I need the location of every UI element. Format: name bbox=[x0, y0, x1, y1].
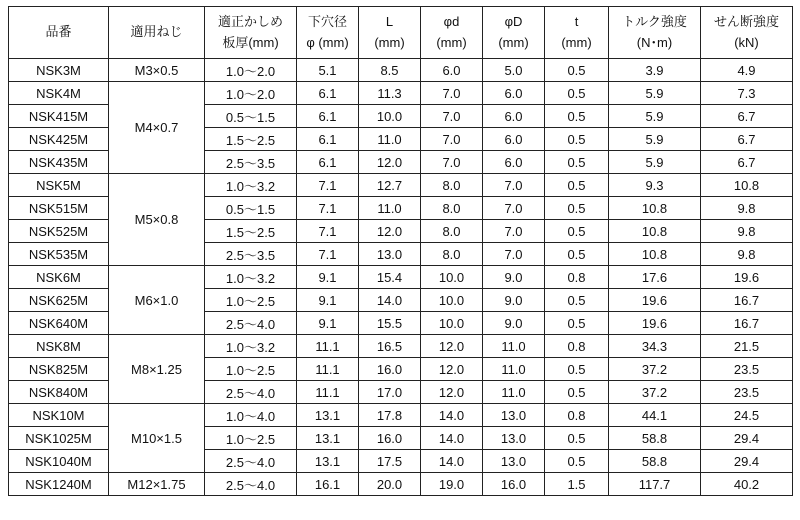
value-cell: 7.0 bbox=[483, 174, 545, 197]
value-cell: 2.5～3.5 bbox=[205, 151, 297, 174]
value-cell: 12.7 bbox=[359, 174, 421, 197]
value-cell: 11.1 bbox=[297, 358, 359, 381]
value-cell: 2.5～4.0 bbox=[205, 450, 297, 473]
column-header-line2: (N･m) bbox=[636, 34, 673, 50]
value-cell: 0.5 bbox=[545, 358, 609, 381]
column-header bbox=[297, 7, 359, 59]
value-cell: 58.8 bbox=[609, 427, 701, 450]
table-row bbox=[9, 59, 793, 82]
value-cell: 10.8 bbox=[609, 220, 701, 243]
value-cell: 1.0～3.2 bbox=[205, 174, 297, 197]
value-cell: 0.8 bbox=[545, 335, 609, 358]
value-cell: 11.0 bbox=[483, 381, 545, 404]
part-number-cell: NSK840M bbox=[9, 381, 109, 404]
value-cell: 0.5 bbox=[545, 105, 609, 128]
value-cell: 0.5 bbox=[545, 381, 609, 404]
value-cell: 9.8 bbox=[701, 220, 793, 243]
column-header-line2: (mm) bbox=[561, 34, 592, 50]
value-cell: 7.0 bbox=[483, 197, 545, 220]
part-number-cell: NSK5M bbox=[9, 174, 109, 197]
value-cell: 7.0 bbox=[421, 151, 483, 174]
value-cell: 13.0 bbox=[359, 243, 421, 266]
column-header-line1: トルク強度 bbox=[622, 14, 687, 30]
value-cell: 2.5～4.0 bbox=[205, 473, 297, 496]
value-cell: 1.0～2.0 bbox=[205, 82, 297, 105]
column-header bbox=[359, 7, 421, 59]
value-cell: 11.1 bbox=[297, 381, 359, 404]
value-cell: 10.8 bbox=[609, 243, 701, 266]
column-header-line2: 板厚(mm) bbox=[222, 34, 279, 50]
thread-cell: M3×0.5 bbox=[109, 59, 205, 82]
value-cell: 8.0 bbox=[421, 174, 483, 197]
value-cell: 12.0 bbox=[359, 151, 421, 174]
value-cell: 5.9 bbox=[609, 128, 701, 151]
value-cell: 19.6 bbox=[701, 266, 793, 289]
value-cell: 6.7 bbox=[701, 105, 793, 128]
value-cell: 7.0 bbox=[421, 82, 483, 105]
column-header bbox=[701, 7, 793, 59]
value-cell: 0.5 bbox=[545, 128, 609, 151]
column-header bbox=[609, 7, 701, 59]
value-cell: 11.1 bbox=[297, 335, 359, 358]
value-cell: 16.0 bbox=[483, 473, 545, 496]
value-cell: 7.1 bbox=[297, 174, 359, 197]
value-cell: 7.1 bbox=[297, 243, 359, 266]
value-cell: 4.9 bbox=[701, 59, 793, 82]
value-cell: 29.4 bbox=[701, 450, 793, 473]
value-cell: 10.0 bbox=[359, 105, 421, 128]
value-cell: 1.5～2.5 bbox=[205, 128, 297, 151]
value-cell: 0.5 bbox=[545, 312, 609, 335]
value-cell: 2.5～3.5 bbox=[205, 243, 297, 266]
value-cell: 10.0 bbox=[421, 289, 483, 312]
value-cell: 9.1 bbox=[297, 266, 359, 289]
value-cell: 17.8 bbox=[359, 404, 421, 427]
value-cell: 6.7 bbox=[701, 151, 793, 174]
value-cell: 19.6 bbox=[609, 312, 701, 335]
part-number-cell: NSK625M bbox=[9, 289, 109, 312]
value-cell: 0.5 bbox=[545, 220, 609, 243]
value-cell: 16.0 bbox=[359, 427, 421, 450]
table-row bbox=[9, 174, 793, 197]
value-cell: 117.7 bbox=[609, 473, 701, 496]
value-cell: 17.5 bbox=[359, 450, 421, 473]
part-number-cell: NSK8M bbox=[9, 335, 109, 358]
value-cell: 9.0 bbox=[483, 312, 545, 335]
thread-cell: M4×0.7 bbox=[109, 82, 205, 174]
column-header-line1: φd bbox=[443, 14, 460, 30]
value-cell: 0.8 bbox=[545, 266, 609, 289]
value-cell: 13.1 bbox=[297, 404, 359, 427]
value-cell: 9.8 bbox=[701, 197, 793, 220]
value-cell: 19.0 bbox=[421, 473, 483, 496]
column-header bbox=[109, 7, 205, 59]
value-cell: 6.0 bbox=[421, 59, 483, 82]
value-cell: 7.0 bbox=[483, 243, 545, 266]
value-cell: 0.5 bbox=[545, 243, 609, 266]
column-header bbox=[421, 7, 483, 59]
column-header-line1: 下穴径 bbox=[307, 14, 347, 30]
value-cell: 10.0 bbox=[421, 266, 483, 289]
value-cell: 5.9 bbox=[609, 151, 701, 174]
value-cell: 3.9 bbox=[609, 59, 701, 82]
value-cell: 9.1 bbox=[297, 312, 359, 335]
value-cell: 17.0 bbox=[359, 381, 421, 404]
table-row bbox=[9, 266, 793, 289]
column-header-line1: 品番 bbox=[45, 24, 72, 40]
column-header-line1: せん断強度 bbox=[713, 14, 779, 30]
value-cell: 0.5 bbox=[545, 197, 609, 220]
value-cell: 5.1 bbox=[297, 59, 359, 82]
thread-cell: M6×1.0 bbox=[109, 266, 205, 335]
value-cell: 17.6 bbox=[609, 266, 701, 289]
value-cell: 8.0 bbox=[421, 243, 483, 266]
value-cell: 21.5 bbox=[701, 335, 793, 358]
part-number-cell: NSK6M bbox=[9, 266, 109, 289]
value-cell: 1.5 bbox=[545, 473, 609, 496]
value-cell: 14.0 bbox=[359, 289, 421, 312]
value-cell: 11.0 bbox=[359, 128, 421, 151]
value-cell: 1.0～3.2 bbox=[205, 335, 297, 358]
value-cell: 12.0 bbox=[359, 220, 421, 243]
value-cell: 37.2 bbox=[609, 381, 701, 404]
value-cell: 13.0 bbox=[483, 450, 545, 473]
value-cell: 15.5 bbox=[359, 312, 421, 335]
part-number-cell: NSK640M bbox=[9, 312, 109, 335]
value-cell: 14.0 bbox=[421, 404, 483, 427]
value-cell: 5.9 bbox=[609, 82, 701, 105]
value-cell: 34.3 bbox=[609, 335, 701, 358]
value-cell: 0.5 bbox=[545, 82, 609, 105]
value-cell: 1.0～2.0 bbox=[205, 59, 297, 82]
value-cell: 0.5 bbox=[545, 59, 609, 82]
value-cell: 9.8 bbox=[701, 243, 793, 266]
value-cell: 0.5 bbox=[545, 450, 609, 473]
part-number-cell: NSK425M bbox=[9, 128, 109, 151]
value-cell: 6.7 bbox=[701, 128, 793, 151]
thread-cell: M5×0.8 bbox=[109, 174, 205, 266]
value-cell: 7.1 bbox=[297, 220, 359, 243]
part-number-cell: NSK415M bbox=[9, 105, 109, 128]
value-cell: 7.0 bbox=[421, 105, 483, 128]
value-cell: 8.0 bbox=[421, 197, 483, 220]
value-cell: 6.0 bbox=[483, 82, 545, 105]
value-cell: 8.5 bbox=[359, 59, 421, 82]
value-cell: 5.0 bbox=[483, 59, 545, 82]
part-number-cell: NSK525M bbox=[9, 220, 109, 243]
value-cell: 7.0 bbox=[483, 220, 545, 243]
value-cell: 58.8 bbox=[609, 450, 701, 473]
value-cell: 24.5 bbox=[701, 404, 793, 427]
thread-cell: M8×1.25 bbox=[109, 335, 205, 404]
value-cell: 12.0 bbox=[421, 358, 483, 381]
value-cell: 7.3 bbox=[701, 82, 793, 105]
value-cell: 16.5 bbox=[359, 335, 421, 358]
column-header-line2: (mm) bbox=[498, 34, 529, 50]
value-cell: 37.2 bbox=[609, 358, 701, 381]
column-header-line1: 適正かしめ bbox=[217, 14, 283, 30]
column-header-line1: L bbox=[385, 14, 394, 30]
part-number-cell: NSK3M bbox=[9, 59, 109, 82]
value-cell: 0.5 bbox=[545, 427, 609, 450]
value-cell: 14.0 bbox=[421, 450, 483, 473]
part-number-cell: NSK535M bbox=[9, 243, 109, 266]
value-cell: 12.0 bbox=[421, 381, 483, 404]
value-cell: 6.0 bbox=[483, 128, 545, 151]
value-cell: 9.0 bbox=[483, 289, 545, 312]
column-header-line1: t bbox=[574, 14, 579, 30]
value-cell: 8.0 bbox=[421, 220, 483, 243]
value-cell: 44.1 bbox=[609, 404, 701, 427]
value-cell: 2.5～4.0 bbox=[205, 381, 297, 404]
value-cell: 15.4 bbox=[359, 266, 421, 289]
value-cell: 6.1 bbox=[297, 82, 359, 105]
column-header bbox=[483, 7, 545, 59]
table-row bbox=[9, 473, 793, 496]
value-cell: 13.1 bbox=[297, 427, 359, 450]
column-header bbox=[9, 7, 109, 59]
value-cell: 2.5～4.0 bbox=[205, 312, 297, 335]
value-cell: 23.5 bbox=[701, 381, 793, 404]
column-header-line1: φD bbox=[504, 14, 523, 30]
value-cell: 6.0 bbox=[483, 151, 545, 174]
value-cell: 16.0 bbox=[359, 358, 421, 381]
value-cell: 9.0 bbox=[483, 266, 545, 289]
value-cell: 19.6 bbox=[609, 289, 701, 312]
value-cell: 0.5 bbox=[545, 174, 609, 197]
value-cell: 14.0 bbox=[421, 427, 483, 450]
column-header bbox=[545, 7, 609, 59]
part-number-cell: NSK515M bbox=[9, 197, 109, 220]
value-cell: 7.1 bbox=[297, 197, 359, 220]
value-cell: 0.5 bbox=[545, 151, 609, 174]
value-cell: 11.0 bbox=[483, 358, 545, 381]
part-number-cell: NSK4M bbox=[9, 82, 109, 105]
value-cell: 6.0 bbox=[483, 105, 545, 128]
part-number-cell: NSK10M bbox=[9, 404, 109, 427]
value-cell: 11.3 bbox=[359, 82, 421, 105]
value-cell: 10.0 bbox=[421, 312, 483, 335]
value-cell: 13.1 bbox=[297, 450, 359, 473]
value-cell: 16.7 bbox=[701, 312, 793, 335]
value-cell: 9.3 bbox=[609, 174, 701, 197]
value-cell: 7.0 bbox=[421, 128, 483, 151]
column-header-line2: (kN) bbox=[734, 34, 759, 50]
column-header-line2: (mm) bbox=[374, 34, 405, 50]
value-cell: 20.0 bbox=[359, 473, 421, 496]
value-cell: 40.2 bbox=[701, 473, 793, 496]
value-cell: 1.0～2.5 bbox=[205, 289, 297, 312]
part-number-cell: NSK1040M bbox=[9, 450, 109, 473]
value-cell: 23.5 bbox=[701, 358, 793, 381]
column-header-line2: (mm) bbox=[436, 34, 467, 50]
value-cell: 1.0～3.2 bbox=[205, 266, 297, 289]
thread-cell: M12×1.75 bbox=[109, 473, 205, 496]
value-cell: 10.8 bbox=[609, 197, 701, 220]
table-body bbox=[9, 59, 793, 496]
value-cell: 1.5～2.5 bbox=[205, 220, 297, 243]
value-cell: 11.0 bbox=[359, 197, 421, 220]
table-row bbox=[9, 82, 793, 105]
value-cell: 13.0 bbox=[483, 404, 545, 427]
value-cell: 6.1 bbox=[297, 151, 359, 174]
value-cell: 6.1 bbox=[297, 128, 359, 151]
value-cell: 12.0 bbox=[421, 335, 483, 358]
value-cell: 13.0 bbox=[483, 427, 545, 450]
column-header-line1: 適用ねじ bbox=[130, 24, 183, 40]
value-cell: 11.0 bbox=[483, 335, 545, 358]
table-row bbox=[9, 404, 793, 427]
thread-cell: M10×1.5 bbox=[109, 404, 205, 473]
value-cell: 1.0～4.0 bbox=[205, 404, 297, 427]
spec-table bbox=[8, 6, 793, 496]
value-cell: 9.1 bbox=[297, 289, 359, 312]
value-cell: 1.0～2.5 bbox=[205, 427, 297, 450]
value-cell: 1.0～2.5 bbox=[205, 358, 297, 381]
value-cell: 5.9 bbox=[609, 105, 701, 128]
part-number-cell: NSK1025M bbox=[9, 427, 109, 450]
part-number-cell: NSK825M bbox=[9, 358, 109, 381]
value-cell: 16.7 bbox=[701, 289, 793, 312]
value-cell: 0.5 bbox=[545, 289, 609, 312]
table-header bbox=[9, 7, 793, 59]
value-cell: 10.8 bbox=[701, 174, 793, 197]
column-header bbox=[205, 7, 297, 59]
value-cell: 0.5～1.5 bbox=[205, 105, 297, 128]
value-cell: 0.5～1.5 bbox=[205, 197, 297, 220]
value-cell: 6.1 bbox=[297, 105, 359, 128]
value-cell: 16.1 bbox=[297, 473, 359, 496]
value-cell: 29.4 bbox=[701, 427, 793, 450]
part-number-cell: NSK435M bbox=[9, 151, 109, 174]
table-row bbox=[9, 335, 793, 358]
column-header-line2: φ (mm) bbox=[306, 34, 349, 50]
header-row bbox=[9, 7, 793, 59]
part-number-cell: NSK1240M bbox=[9, 473, 109, 496]
value-cell: 0.8 bbox=[545, 404, 609, 427]
